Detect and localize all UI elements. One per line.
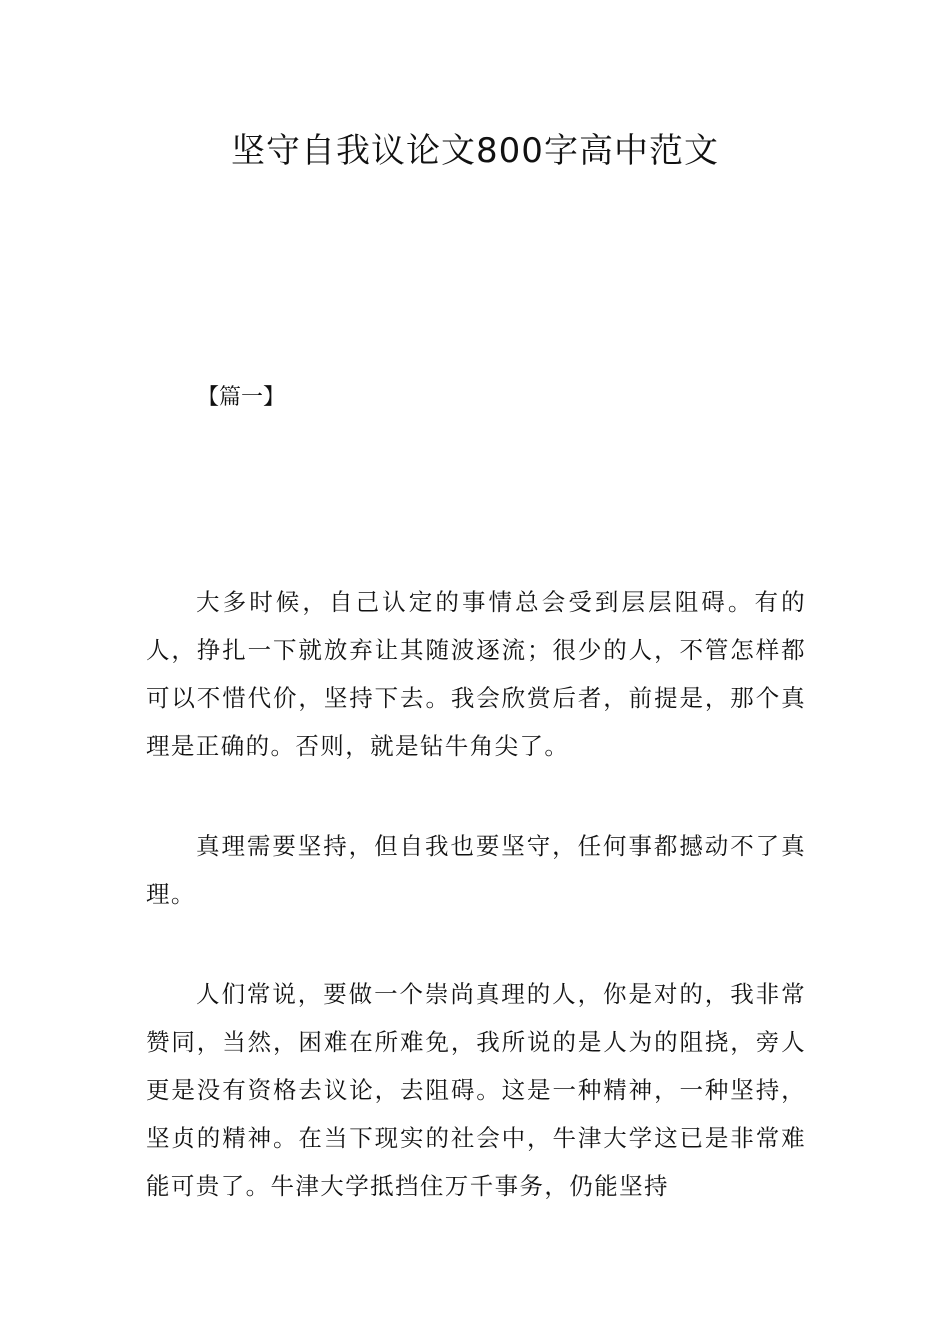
paragraph-2: 真理需要坚持，但自我也要坚守，任何事都撼动不了真理。 <box>146 832 806 908</box>
paragraph-3: 人们常说，要做一个崇尚真理的人，你是对的，我非常赞同，当然，困难在所难免，我所说的是人为的阻挠，旁人更是没有资格去议论，去阻碍。这是一种精神，一种坚持，坚贞的精神。在当下现实的社会中，牛津大学这已是非常难能可贵了。牛津大学抵挡住万千事务，仍能坚持 <box>146 980 806 1200</box>
document-title: 坚守自我议论文800字高中范文 <box>231 131 719 171</box>
section-label: 【篇一】 <box>197 385 286 410</box>
paragraph-1: 大多时候，自己认定的事情总会受到层层阻碍。有的人，挣扎一下就放弃让其随波逐流；很少的人，不管怎样都可以不惜代价，坚持下去。我会欣赏后者，前提是，那个真理是正确的。否则，就是钻牛角尖了。 <box>146 588 806 760</box>
